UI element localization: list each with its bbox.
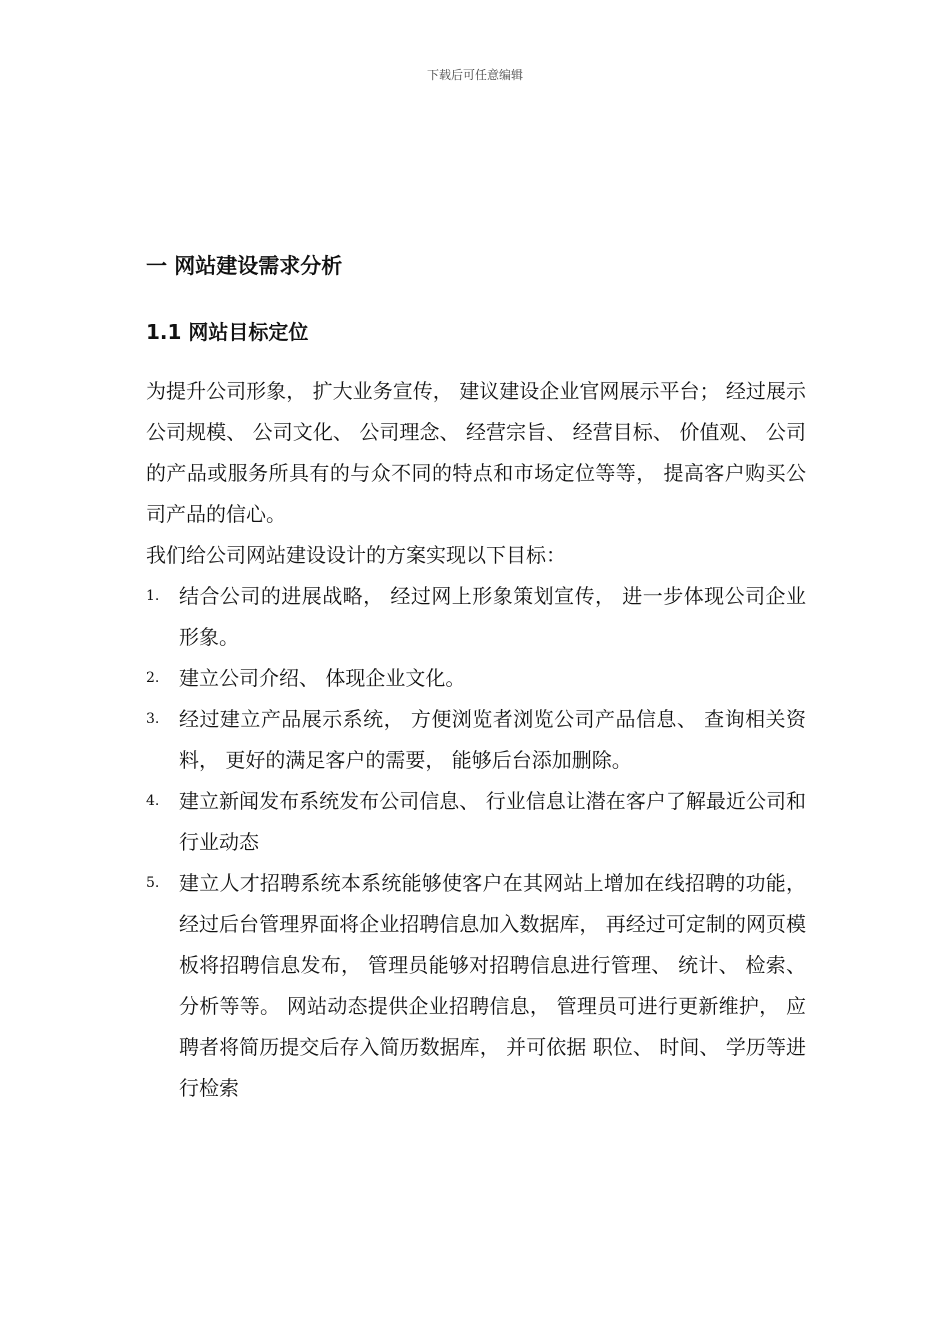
list-item-text: 建立公司介绍、 体现企业文化。	[179, 666, 466, 690]
list-number: 1.	[146, 588, 160, 604]
page-header: 下载后可任意编辑	[426, 68, 523, 82]
section-heading: 一 网站建设需求分析	[146, 254, 343, 278]
list-number: 3.	[146, 711, 160, 727]
list-number: 4.	[146, 793, 160, 809]
list-item	[146, 781, 806, 863]
body-text	[146, 371, 806, 1109]
list-item-text: 建立人才招聘系统本系统能够使客户在其网站上增加在线招聘的功能， 经过后台管理界面将企业招聘信息加入数据库， 再经过可定制的网页模板将招聘信息发布， 管理员能够对招聘信息进行管理、 统计、 检索、 分析等等。 网站动态提供企业招聘信息， 管理员可进行更新维护， 应聘者将简历提交后存入简历数据库， 并可依据 职位、 时间、 学历等进行检索	[179, 871, 806, 1100]
list-item	[146, 863, 806, 1109]
list-item-text: 建立新闻发布系统发布公司信息、 行业信息让潜在客户了解最近公司和行业动态	[179, 789, 806, 854]
list-item-text: 经过建立产品展示系统， 方便浏览者浏览公司产品信息、 查询相关资料， 更好的满足客户的需要， 能够后台添加删除。	[179, 707, 806, 772]
list-item	[146, 658, 806, 699]
intro-paragraph: 为提升公司形象， 扩大业务宣传， 建议建设企业官网展示平台； 经过展示公司规模、 公司文化、 公司理念、 经营宗旨、 经营目标、 价值观、 公司的产品或服务所具有的与众不同的特点和市场定位等等， 提高客户购买公司产品的信心。	[146, 379, 806, 526]
list-number: 2.	[146, 670, 160, 686]
goals-intro: 我们给公司网站建设设计的方案实现以下目标：	[146, 543, 566, 567]
list-item	[146, 576, 806, 658]
subsection-heading: 1.1 网站目标定位	[146, 320, 309, 344]
list-item-text: 结合公司的进展战略， 经过网上形象策划宣传， 进一步体现公司企业形象。	[179, 584, 806, 649]
list-number: 5.	[146, 875, 160, 891]
list-item	[146, 699, 806, 781]
goals-list	[146, 576, 806, 1109]
